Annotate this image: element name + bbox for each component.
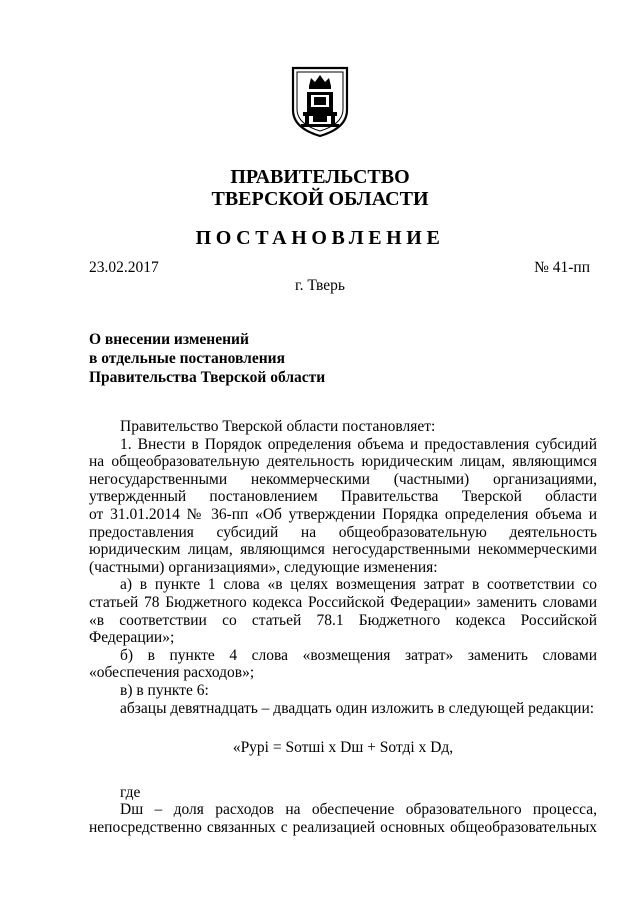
organization-name-line2: ТВЕРСКОЙ ОБЛАСТИ (211, 188, 429, 210)
body-line: негосударственными некоммерческими (частными) организациями, (89, 470, 597, 488)
document-number: № 41-пп (534, 259, 590, 276)
body-line: а) в пункте 1 слова «в целях возмещения затрат в соответствии со (120, 576, 597, 594)
body-line: (частными) организациями», следующие изменения: (89, 558, 438, 576)
document-subject (89, 330, 325, 387)
body-line: утвержденный постановлением Правительства Тверской области (89, 488, 597, 506)
subject-line: Правительства Тверской области (89, 369, 326, 386)
coat-of-arms-emblem (291, 66, 349, 138)
document-body (89, 418, 597, 836)
body-line: 1. Внести в Порядок определения объема и предоставления субсидий (120, 435, 597, 453)
body-line: б) в пункте 4 слова «возмещения затрат» заменить словами (120, 646, 597, 664)
document-city: г. Тверь (295, 277, 345, 294)
body-line: абзацы девятнадцать – двадцать один изложить в следующей редакции: (120, 699, 595, 717)
body-line: юридическим лицам, являющимся негосударственными некоммерческими (89, 541, 597, 559)
body-line: статьей 78 Бюджетного кодекса Российской Федерации» заменить словами (89, 593, 597, 611)
subject-line: О внесении изменений (89, 331, 249, 348)
subject-line: в отдельные постановления (89, 350, 285, 367)
body-line: непосредственно связанных с реализацией основных общеобразовательных (89, 818, 597, 836)
body-line: «обеспечения расходов»; (89, 664, 255, 682)
body-line: Правительство Тверской области постановляет: (120, 418, 436, 435)
body-line: «в соответствии со статьей 78.1 Бюджетного кодекса Российской (89, 611, 597, 629)
document-type: ПОСТАНОВЛЕНИЕ (195, 227, 445, 249)
body-line: Dш – доля расходов на обеспечение образовательного процесса, (120, 801, 597, 819)
body-line: где (120, 783, 141, 801)
body-line: на общеобразовательную деятельность юридическим лицам, являющимся (89, 453, 597, 471)
organization-name-line1: ПРАВИТЕЛЬСТВО (230, 166, 410, 188)
body-line: в) в пункте 6: (120, 681, 209, 699)
coat-of-arms-icon (291, 66, 349, 138)
body-line: предоставления субсидий на общеобразовательную деятельность (89, 523, 597, 541)
body-line: Федерации»; (89, 629, 175, 647)
formula: «Pypi = Sотшi x Dш + Sотдi x Dд, (232, 739, 454, 757)
body-line: от 31.01.2014 № 36-пп «Об утверждении Порядка определения объема и (89, 505, 597, 523)
document-date: 23.02.2017 (89, 259, 159, 276)
